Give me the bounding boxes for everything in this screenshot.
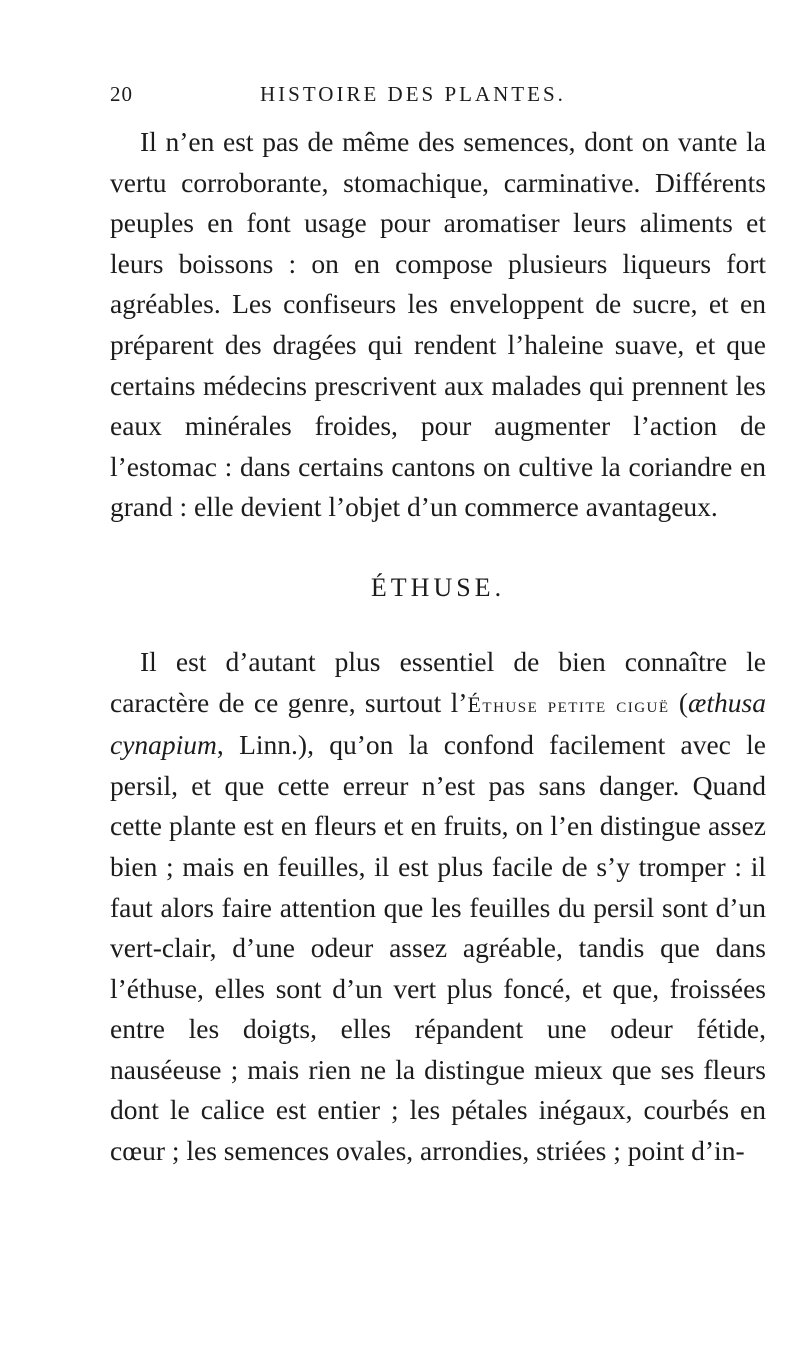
paragraph-rest: ), qu’on la confond facilement avec le persil, et que cette erreur n’est pas sans danger. Quand cette plante est en fleurs et en fruits, on l’en distingue assez bien ; mais en feuilles, il est plus facile de s’y tromper : il faut alors faire attention que les feuilles du persil sont d’un vert-clair, d’une odeur assez agréable, tandis que dans l’éthuse, elles sont d’un vert plus foncé, et que, froissées entre les doigts, elles répandent une odeur fétide, nauséeuse ; mais rien ne la distingue mieux que ses fleurs dont le calice est entier ; les pétales inégaux, courbés en cœur ; les semences ovales, arrondies, striées ; point d’in- xyxy=(110,729,766,1167)
paragraph-ethuse xyxy=(110,642,766,1172)
running-title: HISTOIRE DES PLANTES. xyxy=(260,82,566,106)
latin-name: æthusa cynapium xyxy=(110,686,766,761)
common-name: Éthuse petite ciguë xyxy=(467,691,670,717)
book-page xyxy=(110,82,766,1172)
paren-open: ( xyxy=(669,686,689,718)
running-head xyxy=(110,82,766,122)
paragraph-coriandre: Il n’en est pas de même des semences, dont on vante la vertu corroborante, stomachique, carminative. Différents peuples en font usage pour aromatiser leurs aliments et leurs boissons : on en compose plusieurs liqueurs fort agréables. Les confiseurs les enveloppent de sucre, et en préparent des dragées qui rendent l’haleine suave, et que certains médecins prescrivent aux malades qui prennent les eaux minérales froides, pour augmenter l’action de l’estomac : dans certains cantons on cultive la coriandre en grand : elle devient l’objet d’un commerce avantageux. xyxy=(110,126,766,523)
section-title: ÉTHUSE. xyxy=(370,572,506,602)
page-number: 20 xyxy=(110,82,133,106)
paragraph-intro: Il est d’autant plus essentiel de bien connaître le caractère de ce genre, surtout l’ xyxy=(110,645,766,718)
citation: , Linn. xyxy=(216,729,298,761)
